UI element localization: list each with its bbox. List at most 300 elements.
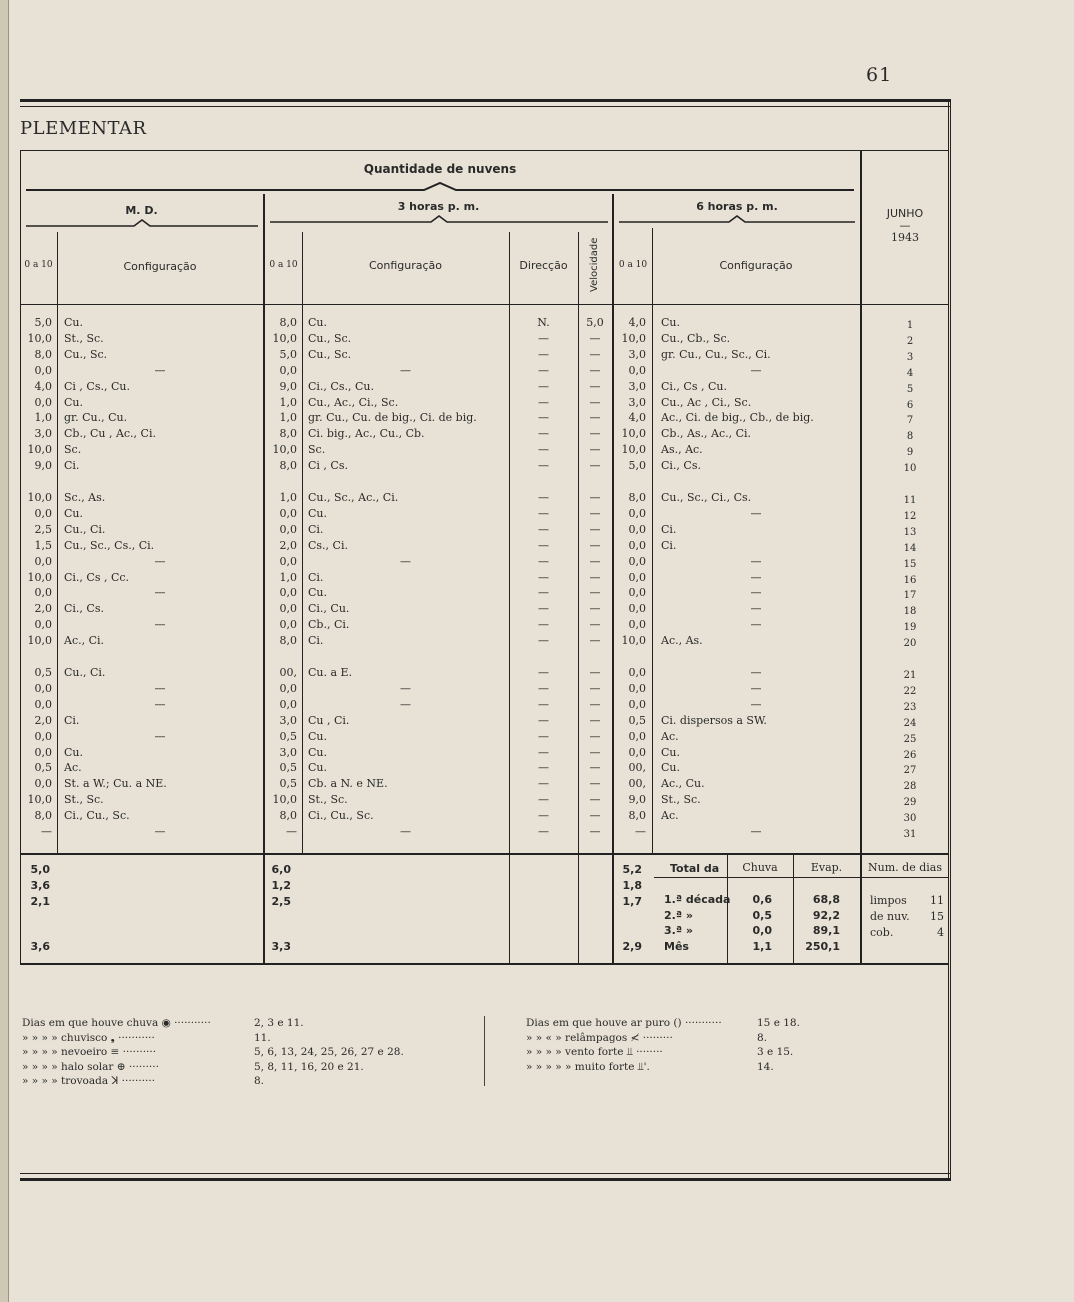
md-value: 2,5 — [34, 522, 52, 536]
footnote-label: Dias em que houve chuva ◉ ··········· — [22, 1017, 211, 1029]
h6-value: 10,0 — [621, 443, 646, 457]
velocity-value: — — [589, 411, 601, 425]
h3-value: 00, — [279, 666, 297, 679]
direction-value: — — [538, 793, 549, 807]
h6-value: 10,0 — [621, 634, 646, 648]
md-config: St., Sc. — [64, 331, 104, 345]
velocity-value: — — [589, 347, 601, 361]
h6-value: 10,0 — [621, 427, 646, 441]
direction-value: — — [538, 697, 549, 711]
velocity-value: — — [589, 666, 601, 679]
h3-value: 0,5 — [279, 729, 297, 743]
h6-summary: 1,7 — [622, 895, 642, 908]
evap-label: Evap. — [810, 861, 843, 874]
h3-config: — — [400, 697, 411, 711]
velocity-value: — — [589, 427, 601, 441]
md-summary: 3,6 — [30, 879, 50, 892]
h6-config: — — [750, 506, 762, 520]
day-number: 29 — [903, 797, 917, 809]
h6-config: Ci. — [661, 538, 677, 552]
direction-value: — — [538, 331, 549, 345]
page-number: 61 — [866, 64, 893, 86]
h3-config: — — [400, 825, 411, 838]
header-year: 1943 — [891, 231, 919, 244]
footnote-value: 2, 3 e 11. — [254, 1017, 304, 1029]
md-config: St., Sc. — [64, 793, 104, 807]
md-summary: 2,1 — [30, 895, 50, 908]
dias-value: 15 — [930, 910, 944, 923]
md-value: 10,0 — [27, 491, 52, 504]
h6-value: 9,0 — [628, 793, 646, 807]
direction-value: N. — [537, 316, 550, 329]
h3-value: 8,0 — [279, 459, 297, 473]
direction-value: — — [538, 411, 549, 425]
velocity-value: — — [589, 777, 601, 791]
md-config: Cu., Sc. — [64, 347, 108, 361]
h3-value: 9,0 — [279, 379, 297, 393]
day-number: 16 — [903, 574, 917, 586]
day-number: 12 — [903, 510, 917, 522]
chuva-value: 0,0 — [752, 924, 772, 937]
table-bottom-line — [20, 963, 948, 965]
md-value: 10,0 — [27, 443, 52, 457]
evap-value: 250,1 — [805, 940, 840, 953]
md-config: — — [154, 363, 166, 377]
h6-value: 0,0 — [628, 363, 646, 377]
day-number: 15 — [903, 558, 917, 570]
md-value: 0,5 — [34, 761, 52, 775]
h3-config: Ci. — [308, 634, 324, 648]
dias-label: de nuv. — [870, 910, 910, 923]
header-md: M. D. — [125, 204, 158, 217]
direction-value: — — [538, 745, 549, 759]
md-value: 10,0 — [27, 634, 52, 648]
h6-config: — — [750, 570, 762, 584]
day-number: 6 — [906, 399, 914, 411]
h6-config: — — [750, 554, 762, 568]
footnote-value: 11. — [254, 1031, 271, 1044]
chuva-value: 0,5 — [752, 909, 772, 922]
h3-config: Ci., Cu., Sc. — [308, 809, 374, 823]
direction-value: — — [538, 570, 549, 584]
footnote-label: » » » » vento forte ⫫ ········ — [526, 1046, 663, 1058]
footnote-separator — [484, 1016, 485, 1086]
h6-config: Cu., Ac , Ci., Sc. — [661, 395, 752, 409]
h6-value: 0,0 — [628, 522, 646, 536]
h3-config: Ci., Cs., Cu. — [308, 379, 374, 393]
h3-config: Cs., Ci. — [308, 538, 348, 552]
md-config: St. a W.; Cu. a NE. — [64, 777, 167, 791]
chuva-value: 1,1 — [752, 940, 772, 953]
h3-value: 1,0 — [279, 570, 297, 584]
day-number: 30 — [903, 813, 917, 825]
h6-value: 0,0 — [628, 570, 646, 584]
h3-config: Cu., Ac., Ci., Sc. — [308, 395, 399, 409]
h3-value: 0,0 — [279, 522, 297, 536]
col-line-direction — [578, 232, 579, 965]
direction-value: — — [538, 522, 549, 536]
md-config: — — [154, 586, 166, 600]
h6-value: — — [635, 825, 646, 838]
h3-value: 3,0 — [279, 745, 297, 759]
day-number: 14 — [903, 542, 917, 554]
md-config: Ci , Cs., Cu. — [64, 379, 130, 393]
h6-config: Cu., Cb., Sc. — [661, 331, 731, 345]
h6-config: Cu. — [661, 745, 680, 759]
md-value: 10,0 — [27, 331, 52, 345]
day-number: 28 — [903, 781, 917, 793]
direction-value: — — [538, 681, 549, 695]
h6-value: 0,0 — [628, 729, 646, 743]
h6-summary: 1,8 — [622, 879, 642, 892]
md-config: Ac. — [64, 761, 82, 775]
evap-value: 92,2 — [812, 909, 840, 922]
day-number: 3 — [906, 351, 914, 363]
md-value: 4,0 — [34, 379, 52, 393]
md-config: Cu., Sc., Cs., Ci. — [64, 538, 155, 552]
velocity-value: — — [589, 331, 601, 345]
h3-summary: 3,3 — [271, 940, 291, 953]
h6-config: As., Ac. — [661, 443, 703, 457]
velocity-value: 5,0 — [586, 316, 604, 329]
h6-value: 0,0 — [628, 586, 646, 600]
day-number: 1 — [906, 320, 914, 331]
day-number: 20 — [903, 638, 917, 650]
direction-value: — — [538, 809, 549, 823]
day-number: 23 — [903, 701, 917, 713]
dias-label: limpos — [870, 894, 907, 907]
summary-top-line — [20, 853, 948, 855]
direction-value: — — [538, 379, 549, 393]
h6-config: Cu. — [661, 316, 680, 329]
h3-value: 0,5 — [279, 777, 297, 791]
h6-value: 4,0 — [628, 411, 646, 425]
md-value: 0,5 — [34, 666, 52, 679]
brace-cloud-quantity — [24, 180, 856, 194]
velocity-value: — — [589, 745, 601, 759]
h6-value: 0,0 — [628, 697, 646, 711]
md-config: — — [154, 697, 166, 711]
dias-label: cob. — [870, 926, 894, 939]
h6-config: Ci. dispersos a SW. — [661, 713, 767, 727]
h6-config: Ac., As. — [661, 634, 703, 648]
h3-value: 0,0 — [279, 554, 297, 568]
footnote-value: 5, 6, 13, 24, 25, 26, 27 e 28. — [254, 1046, 404, 1058]
velocity-value: — — [589, 491, 601, 504]
md-config: Sc. — [64, 443, 82, 457]
col-line-3h-scale — [302, 232, 303, 853]
md-config: Cb., Cu , Ac., Ci. — [64, 427, 156, 441]
h3-config: Cb., Ci. — [308, 618, 350, 632]
h6-value: 0,0 — [628, 618, 646, 632]
h6-config: Ci., Cs. — [661, 459, 701, 473]
md-value: 0,0 — [34, 618, 52, 632]
h3-value: 3,0 — [279, 713, 297, 727]
summary-header-line — [654, 877, 860, 878]
h3-config: St., Sc. — [308, 793, 348, 807]
h6-config: — — [750, 681, 762, 695]
day-number: 19 — [903, 622, 917, 634]
h6-value: 8,0 — [628, 491, 646, 504]
bottom-rule — [20, 1173, 950, 1181]
h3-value: 1,0 — [279, 411, 297, 425]
h3-config: — — [400, 681, 411, 695]
day-number: 4 — [906, 367, 914, 379]
md-value: 0,0 — [34, 586, 52, 600]
direction-value: — — [538, 666, 549, 679]
direction-value: — — [538, 363, 549, 377]
h3-value: 0,0 — [279, 506, 297, 520]
h3-config: Ci. — [308, 570, 324, 584]
direction-value: — — [538, 618, 549, 632]
day-number: 2 — [906, 335, 914, 347]
md-value: 0,0 — [34, 729, 52, 743]
h6-value: 10,0 — [621, 331, 646, 345]
md-scale-header: 0 a 10 — [24, 260, 53, 270]
h3-value: 0,0 — [279, 602, 297, 616]
day-number: 13 — [903, 526, 917, 538]
table-left-line — [20, 150, 21, 965]
footnote-label: » » » » trovoada ꓘ ·········· — [22, 1075, 156, 1087]
direction-value: — — [538, 395, 549, 409]
md-config: Ci., Cu., Sc. — [64, 809, 130, 823]
velocity-value: — — [589, 809, 601, 823]
direction-value: — — [538, 443, 549, 457]
h3-config: Cu. — [308, 316, 327, 329]
h3-config: Ci., Cu. — [308, 602, 350, 616]
h3-config: Cu. — [308, 761, 327, 775]
md-config: gr. Cu., Cu. — [64, 411, 128, 425]
h3-value: 0,0 — [279, 586, 297, 600]
direction-value: — — [538, 506, 549, 520]
h3-value: 2,0 — [279, 538, 297, 552]
velocity-value: — — [589, 761, 601, 775]
h3-config: Cb. a N. e NE. — [308, 777, 388, 791]
header-month-dash: — — [899, 219, 911, 232]
h3-config: Cu , Ci. — [308, 713, 350, 727]
direction-value: — — [538, 602, 549, 616]
md-config: Cu. — [64, 506, 83, 520]
md-value: 2,0 — [34, 602, 52, 616]
velocity-value: — — [589, 538, 601, 552]
h3-summary: 6,0 — [271, 863, 291, 876]
md-value: 8,0 — [34, 809, 52, 823]
footnote-label: » » » » nevoeiro ≡ ·········· — [22, 1046, 157, 1058]
h6-value: 0,0 — [628, 681, 646, 695]
h6-config: — — [750, 602, 762, 616]
day-number: 11 — [903, 495, 917, 506]
h3-value: 10,0 — [272, 793, 297, 807]
h3-config: Cu. — [308, 745, 327, 759]
direction-value: — — [538, 777, 549, 791]
evap-value: 68,8 — [812, 893, 840, 906]
footnote-label: » » » » halo solar ⊕ ········· — [22, 1060, 159, 1073]
velocity-value: — — [589, 443, 601, 457]
h3-value: 1,0 — [279, 395, 297, 409]
day-number: 25 — [903, 733, 917, 745]
h6-config: Ac. — [661, 729, 679, 743]
chuva-value: 0,6 — [752, 893, 772, 906]
day-number: 22 — [903, 685, 917, 697]
direction-value: — — [538, 634, 549, 648]
h3-value: 8,0 — [279, 316, 297, 329]
dias-value: 4 — [937, 926, 944, 939]
h3-summary: 2,5 — [271, 895, 291, 908]
footnote-value: 14. — [757, 1060, 774, 1073]
velocity-value: — — [589, 602, 601, 616]
md-config: Cu., Ci. — [64, 522, 106, 536]
col-line-6h-scale — [652, 228, 653, 853]
md-value: 3,0 — [34, 427, 52, 441]
h3-value: 5,0 — [279, 347, 297, 361]
md-config: — — [154, 729, 166, 743]
day-number: 10 — [903, 463, 917, 475]
header-6h: 6 horas p. m. — [696, 200, 778, 213]
h6-config: Ci., Cs , Cu. — [661, 379, 727, 393]
md-config: Ci., Cs. — [64, 602, 104, 616]
md-config: Cu. — [64, 395, 83, 409]
md-config: Cu. — [64, 316, 83, 329]
period-label: 3.ª » — [664, 924, 693, 937]
md-value: 9,0 — [34, 459, 52, 473]
h6-config-header: Configuração — [719, 259, 793, 272]
h6-value: 4,0 — [628, 316, 646, 329]
md-value: 1,0 — [34, 411, 52, 425]
h6-config: Ac. — [661, 809, 679, 823]
h6-config: — — [750, 825, 762, 838]
md-config-header: Configuração — [123, 260, 197, 273]
page-title: PLEMENTAR — [20, 118, 147, 139]
direction-value: — — [538, 554, 549, 568]
md-value: 5,0 — [34, 316, 52, 329]
md-config: Ac., Ci. — [64, 634, 105, 648]
h3-value: 8,0 — [279, 809, 297, 823]
h3-value: 1,0 — [279, 491, 297, 504]
velocity-value: — — [589, 793, 601, 807]
direction-value: — — [538, 538, 549, 552]
footnote-label: » » » » chuvisco ❟ ··········· — [22, 1031, 155, 1044]
h3-value: 8,0 — [279, 427, 297, 441]
h6-value: 3,0 — [628, 379, 646, 393]
velocity-value: — — [589, 618, 601, 632]
h6-config: — — [750, 618, 762, 632]
h6-config: Ci. — [661, 522, 677, 536]
md-value: 8,0 — [34, 347, 52, 361]
h3-config: Ci , Cs. — [308, 459, 348, 473]
h3-value: 10,0 — [272, 331, 297, 345]
direction-value: — — [538, 347, 549, 361]
velocity-value: — — [589, 522, 601, 536]
dias-value: 11 — [930, 894, 944, 907]
md-summary: 5,0 — [30, 863, 50, 876]
md-value: 2,0 — [34, 713, 52, 727]
h6-value: 0,0 — [628, 554, 646, 568]
h3-config: Cu., Sc., Ac., Ci. — [308, 491, 399, 504]
footnote-label: Dias em que houve ar puro () ··········· — [526, 1017, 722, 1029]
h3-value: 10,0 — [272, 443, 297, 457]
footnote-value: 3 e 15. — [757, 1046, 794, 1058]
h3-config: Cu. — [308, 586, 327, 600]
md-value: — — [41, 825, 52, 838]
md-value: 0,0 — [34, 697, 52, 711]
chuva-label: Chuva — [742, 861, 778, 874]
md-config: — — [154, 681, 166, 695]
day-number: 17 — [903, 590, 917, 602]
footnote-value: 8. — [757, 1031, 768, 1044]
md-value: 0,0 — [34, 363, 52, 377]
direction-value: — — [538, 427, 549, 441]
md-config: — — [154, 554, 166, 568]
brace-6h — [617, 214, 857, 226]
brace-3h — [268, 214, 610, 226]
md-config: Cu., Ci. — [64, 666, 106, 679]
direction-header: Direcção — [519, 259, 568, 272]
md-config: Sc., As. — [64, 491, 106, 504]
h6-value: 0,0 — [628, 506, 646, 520]
velocity-value: — — [589, 697, 601, 711]
h3-scale-header: 0 a 10 — [269, 260, 298, 270]
h6-config: gr. Cu., Cu., Sc., Ci. — [661, 347, 771, 361]
day-number: 21 — [903, 670, 917, 681]
velocity-value: — — [589, 713, 601, 727]
velocity-value: — — [589, 586, 601, 600]
evap-value: 89,1 — [812, 924, 840, 937]
md-value: 10,0 — [27, 793, 52, 807]
day-number: 9 — [906, 447, 914, 459]
h6-summary: 2,9 — [622, 940, 642, 953]
h3-config: gr. Cu., Cu. de big., Ci. de big. — [308, 411, 477, 425]
md-value: 0,0 — [34, 681, 52, 695]
md-config: Ci. — [64, 713, 80, 727]
h3-config: Sc. — [308, 443, 326, 457]
h3-config: Cu., Sc. — [308, 347, 352, 361]
h3-config: — — [400, 363, 411, 377]
h6-value: 00, — [628, 777, 646, 791]
h3-value: — — [286, 825, 297, 838]
col-line-md-scale — [57, 232, 58, 853]
velocity-value: — — [589, 681, 601, 695]
h3-value: 0,0 — [279, 363, 297, 377]
h3-config: Cu. — [308, 506, 327, 520]
h6-value: 0,0 — [628, 538, 646, 552]
h6-config: — — [750, 586, 762, 600]
num-dias-line — [862, 877, 948, 878]
velocity-value: — — [589, 395, 601, 409]
md-config: Ci. — [64, 459, 80, 473]
md-config: Ci., Cs , Cc. — [64, 570, 130, 584]
h6-value: 0,0 — [628, 602, 646, 616]
md-value: 0,0 — [34, 745, 52, 759]
h6-config: St., Sc. — [661, 793, 701, 807]
velocity-value: — — [589, 363, 601, 377]
md-config: — — [154, 618, 166, 632]
h6-value: 00, — [628, 761, 646, 775]
footnote-value: 5, 8, 11, 16, 20 e 21. — [254, 1060, 364, 1073]
velocity-value: — — [589, 570, 601, 584]
md-value: 1,5 — [34, 538, 52, 552]
h3-value: 0,0 — [279, 681, 297, 695]
header-cloud-quantity: Quantidade de nuvens — [363, 162, 517, 176]
velocity-value: — — [589, 825, 601, 838]
h3-config: Cu. — [308, 729, 327, 743]
velocity-value: — — [589, 729, 601, 743]
h3-config: Ci. — [308, 522, 324, 536]
num-dias-label: Num. de dias — [868, 861, 942, 874]
day-number: 27 — [903, 765, 917, 777]
h6-value: 3,0 — [628, 395, 646, 409]
h3-value: 0,0 — [279, 697, 297, 711]
md-summary: 3,6 — [30, 940, 50, 953]
